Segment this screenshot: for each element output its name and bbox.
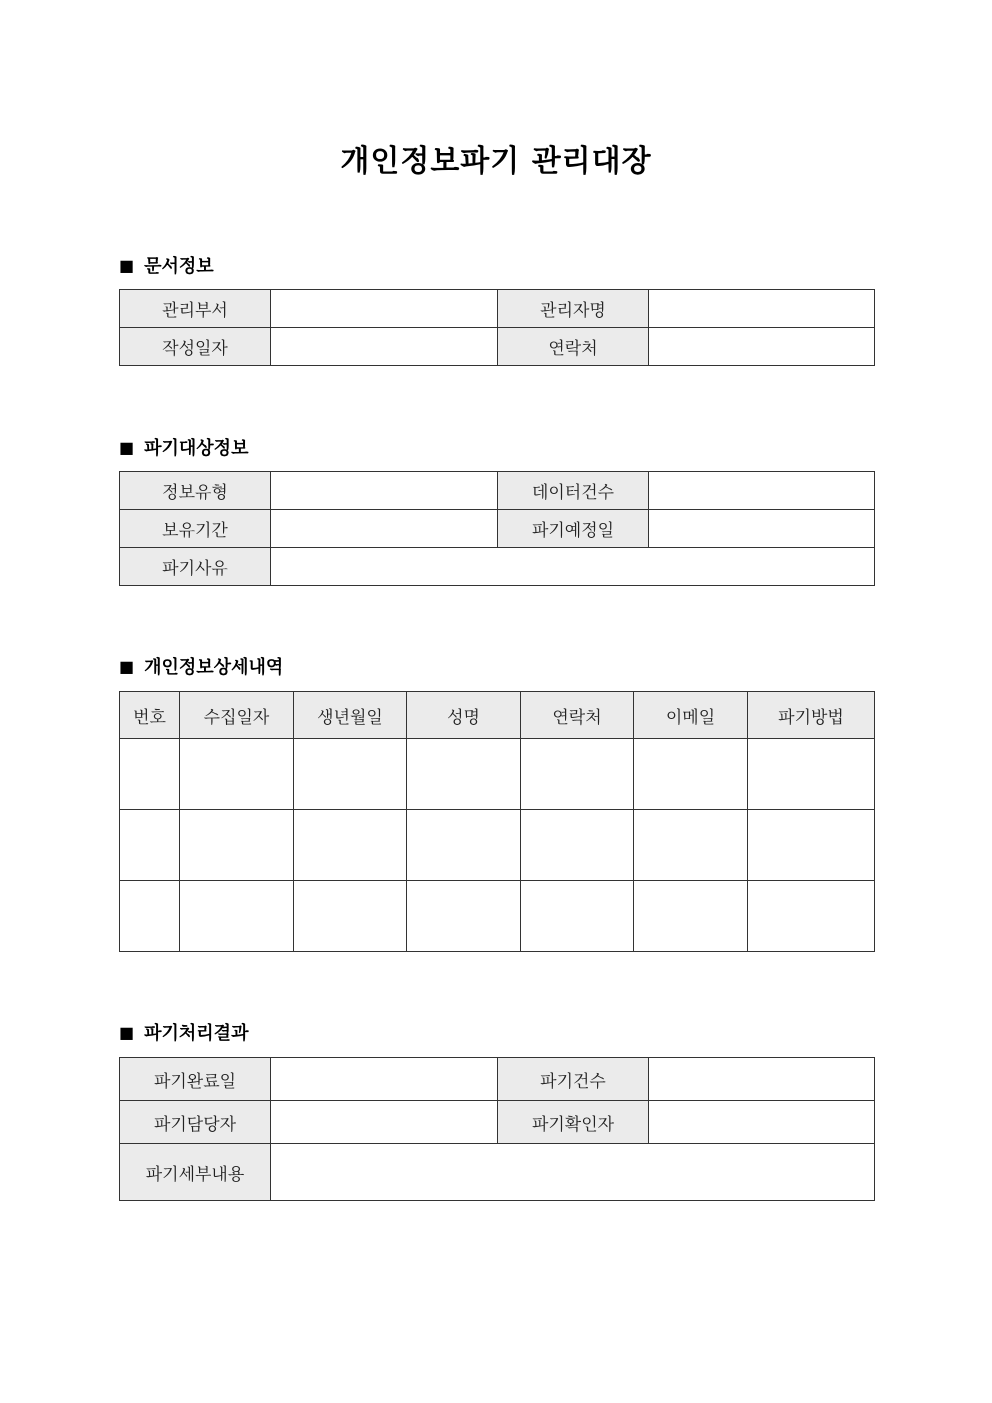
input-cell-retention-period[interactable] xyxy=(271,510,498,548)
label-cell: 파기담당자 xyxy=(120,1101,271,1144)
table-cell[interactable] xyxy=(180,739,294,810)
column-header: 파기방법 xyxy=(748,692,875,739)
table-cell[interactable] xyxy=(294,739,407,810)
column-header: 수집일자 xyxy=(180,692,294,739)
input-cell-created-date[interactable] xyxy=(271,328,498,366)
label-cell: 보유기간 xyxy=(120,510,271,548)
label-cell: 파기사유 xyxy=(120,548,271,586)
table-row xyxy=(120,739,875,810)
label-cell: 데이터건수 xyxy=(498,472,649,510)
input-cell-manage-dept[interactable] xyxy=(271,290,498,328)
label-cell: 파기예정일 xyxy=(498,510,649,548)
table-cell[interactable] xyxy=(634,739,748,810)
column-header: 성명 xyxy=(407,692,521,739)
square-bullet-icon: ■ xyxy=(119,1022,135,1042)
section-title: 문서정보 xyxy=(144,256,214,277)
section-title: 개인정보상세내역 xyxy=(144,657,284,678)
column-header: 연락처 xyxy=(521,692,634,739)
input-cell-person-in-charge[interactable] xyxy=(271,1101,498,1144)
table-cell[interactable] xyxy=(407,810,521,881)
page-title: 개인정보파기 관리대장 xyxy=(340,144,652,179)
table-cell[interactable] xyxy=(748,810,875,881)
label-cell: 관리부서 xyxy=(120,290,271,328)
input-cell-completion-date[interactable] xyxy=(271,1058,498,1101)
table-cell[interactable] xyxy=(521,810,634,881)
table-cell[interactable] xyxy=(407,739,521,810)
section-title: 파기대상정보 xyxy=(144,438,249,459)
table-cell[interactable] xyxy=(294,810,407,881)
square-bullet-icon: ■ xyxy=(119,656,135,676)
label-cell: 파기건수 xyxy=(498,1058,649,1101)
table-cell[interactable] xyxy=(294,881,407,952)
input-cell-verifier[interactable] xyxy=(649,1101,875,1144)
label-cell: 파기세부내용 xyxy=(120,1144,271,1201)
table-cell[interactable] xyxy=(120,739,180,810)
input-cell-info-type[interactable] xyxy=(271,472,498,510)
input-cell-destroy-details[interactable] xyxy=(271,1144,875,1201)
input-cell-manager-name[interactable] xyxy=(649,290,875,328)
label-cell: 작성일자 xyxy=(120,328,271,366)
input-cell-destroy-count[interactable] xyxy=(649,1058,875,1101)
square-bullet-icon: ■ xyxy=(119,437,135,457)
table-cell[interactable] xyxy=(180,810,294,881)
table-cell[interactable] xyxy=(634,881,748,952)
doc-info-table xyxy=(119,289,875,366)
column-header: 이메일 xyxy=(634,692,748,739)
label-cell: 연락처 xyxy=(498,328,649,366)
column-header: 번호 xyxy=(120,692,180,739)
input-cell-data-count[interactable] xyxy=(649,472,875,510)
section-header-result xyxy=(119,1020,248,1044)
table-cell[interactable] xyxy=(407,881,521,952)
section-header-doc-info xyxy=(119,253,214,277)
table-cell[interactable] xyxy=(521,881,634,952)
details-table xyxy=(119,691,875,952)
table-cell[interactable] xyxy=(180,881,294,952)
table-cell[interactable] xyxy=(120,810,180,881)
table-cell[interactable] xyxy=(120,881,180,952)
table-cell[interactable] xyxy=(634,810,748,881)
table-cell[interactable] xyxy=(748,739,875,810)
square-bullet-icon: ■ xyxy=(119,255,135,275)
column-header: 생년월일 xyxy=(294,692,407,739)
label-cell: 관리자명 xyxy=(498,290,649,328)
table-row xyxy=(120,881,875,952)
result-table xyxy=(119,1057,875,1201)
input-cell-contact[interactable] xyxy=(649,328,875,366)
table-cell[interactable] xyxy=(521,739,634,810)
label-cell: 파기확인자 xyxy=(498,1101,649,1144)
table-row xyxy=(120,810,875,881)
label-cell: 파기완료일 xyxy=(120,1058,271,1101)
target-info-table xyxy=(119,471,875,586)
section-title: 파기처리결과 xyxy=(144,1023,249,1044)
table-cell[interactable] xyxy=(748,881,875,952)
section-header-details xyxy=(119,654,283,678)
section-header-target-info xyxy=(119,435,248,459)
label-cell: 정보유형 xyxy=(120,472,271,510)
input-cell-planned-date[interactable] xyxy=(649,510,875,548)
input-cell-reason[interactable] xyxy=(271,548,875,586)
